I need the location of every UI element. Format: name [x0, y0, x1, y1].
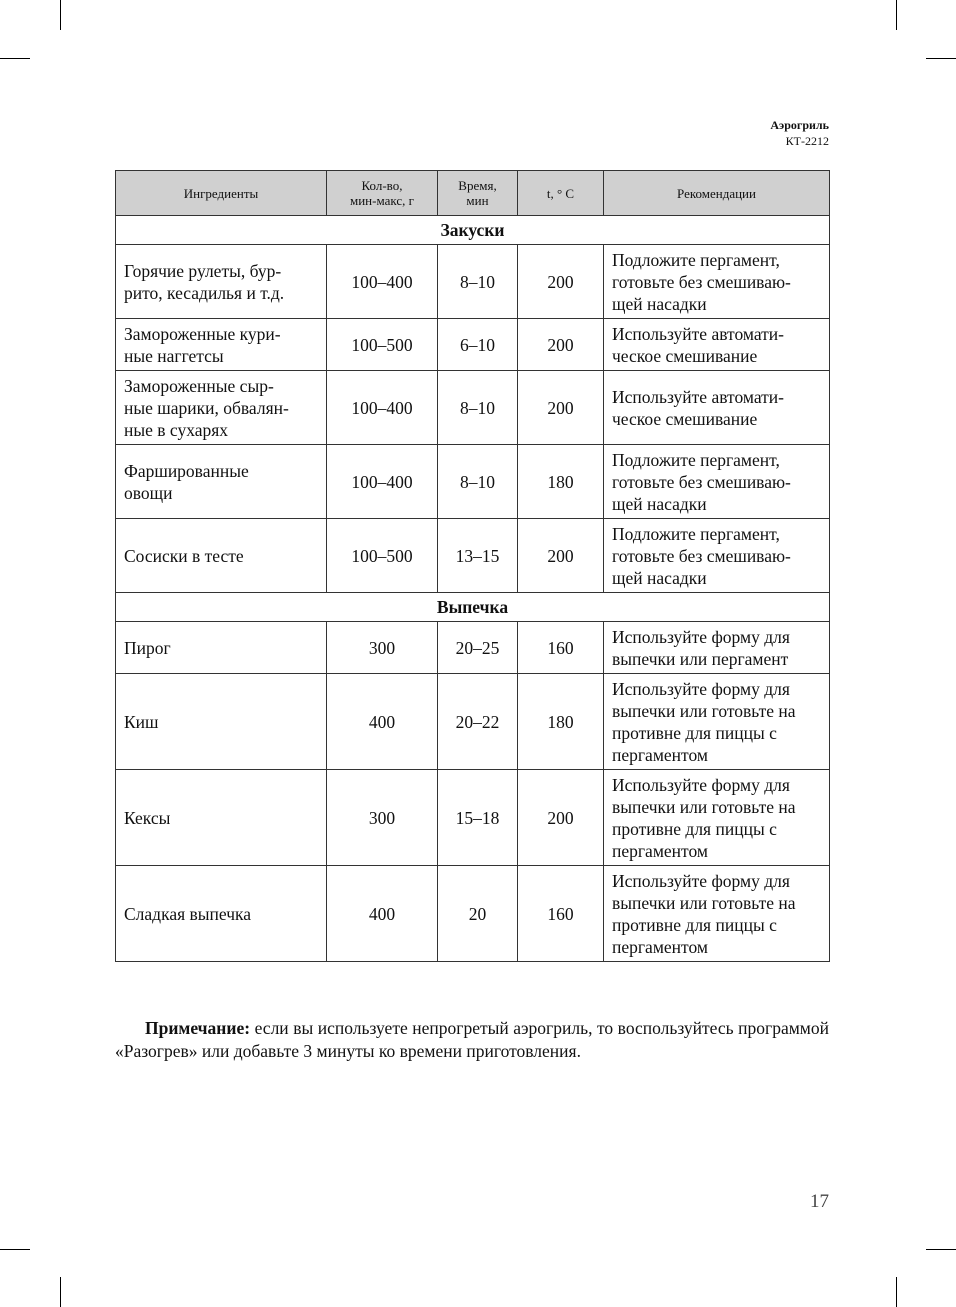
recommendation-cell: Подложите пергамент, готовьте без смешиваю- щей насадки [604, 519, 830, 593]
temperature-cell: 180 [518, 445, 604, 519]
temperature-cell: 200 [518, 770, 604, 866]
crop-mark [926, 1249, 956, 1250]
crop-mark [60, 1277, 61, 1307]
quantity-cell: 300 [327, 622, 438, 674]
header-model: КТ-2212 [785, 134, 829, 148]
recommendation-cell: Подложите пергамент, готовьте без смешиваю- щей насадки [604, 245, 830, 319]
section-title: Выпечка [116, 593, 830, 622]
table-row [116, 622, 830, 674]
time-cell: 8–10 [438, 371, 518, 445]
time-cell: 6–10 [438, 319, 518, 371]
temperature-cell: 160 [518, 866, 604, 962]
ingredient-cell: Фаршированные овощи [116, 445, 327, 519]
note-label: Примечание: [145, 1018, 251, 1038]
column-header: Ингредиенты [116, 171, 327, 216]
section-row [116, 593, 830, 622]
column-header: t, ° C [518, 171, 604, 216]
table-row [116, 866, 830, 962]
ingredient-cell: Замороженные кури- ные наггетсы [116, 319, 327, 371]
temperature-cell: 180 [518, 674, 604, 770]
temperature-cell: 160 [518, 622, 604, 674]
time-cell: 8–10 [438, 245, 518, 319]
time-cell: 20–22 [438, 674, 518, 770]
header-brand: Аэрогриль [770, 118, 829, 132]
page-number: 17 [810, 1191, 829, 1212]
cooking-table [115, 170, 830, 962]
table-row [116, 245, 830, 319]
recommendation-cell: Используйте форму для выпечки или пергамент [604, 622, 830, 674]
quantity-cell: 400 [327, 866, 438, 962]
column-header: Рекомендации [604, 171, 830, 216]
note-text: если вы используете непрогретый аэрогриль, то воспользуйтесь программой «Разогрев» или добавьте 3 минуты ко времени приготовления. [115, 1018, 829, 1061]
note-paragraph [115, 1017, 829, 1063]
temperature-cell: 200 [518, 519, 604, 593]
section-title: Закуски [116, 216, 830, 245]
time-cell: 8–10 [438, 445, 518, 519]
ingredient-cell: Замороженные сыр- ные шарики, обвалян- ные в сухарях [116, 371, 327, 445]
temperature-cell: 200 [518, 371, 604, 445]
quantity-cell: 300 [327, 770, 438, 866]
crop-mark [60, 0, 61, 30]
ingredient-cell: Киш [116, 674, 327, 770]
running-header [770, 117, 829, 149]
crop-mark [0, 58, 30, 59]
quantity-cell: 100–500 [327, 319, 438, 371]
recommendation-cell: Используйте автомати- ческое смешивание [604, 371, 830, 445]
time-cell: 20 [438, 866, 518, 962]
table-row [116, 770, 830, 866]
recommendation-cell: Используйте форму для выпечки или готовьте на противне для пиццы с пергаментом [604, 770, 830, 866]
section-row [116, 216, 830, 245]
ingredient-cell: Сосиски в тесте [116, 519, 327, 593]
crop-mark [896, 1277, 897, 1307]
recommendation-cell: Используйте автомати- ческое смешивание [604, 319, 830, 371]
table-row [116, 445, 830, 519]
column-header: Время, мин [438, 171, 518, 216]
crop-mark [896, 0, 897, 30]
table-header-row [116, 171, 830, 216]
ingredient-cell: Кексы [116, 770, 327, 866]
time-cell: 20–25 [438, 622, 518, 674]
quantity-cell: 400 [327, 674, 438, 770]
time-cell: 15–18 [438, 770, 518, 866]
column-header: Кол-во, мин-макс, г [327, 171, 438, 216]
table-row [116, 519, 830, 593]
quantity-cell: 100–400 [327, 371, 438, 445]
ingredient-cell: Пирог [116, 622, 327, 674]
table-row [116, 674, 830, 770]
recommendation-cell: Используйте форму для выпечки или готовьте на противне для пиццы с пергаментом [604, 866, 830, 962]
table-row [116, 319, 830, 371]
ingredient-cell: Сладкая выпечка [116, 866, 327, 962]
recommendation-cell: Используйте форму для выпечки или готовьте на противне для пиццы с пергаментом [604, 674, 830, 770]
quantity-cell: 100–400 [327, 245, 438, 319]
quantity-cell: 100–400 [327, 445, 438, 519]
ingredient-cell: Горячие рулеты, бур- рито, кесадилья и т.д. [116, 245, 327, 319]
quantity-cell: 100–500 [327, 519, 438, 593]
crop-mark [926, 58, 956, 59]
table-row [116, 371, 830, 445]
temperature-cell: 200 [518, 245, 604, 319]
crop-mark [0, 1249, 30, 1250]
temperature-cell: 200 [518, 319, 604, 371]
recommendation-cell: Подложите пергамент, готовьте без смешиваю- щей насадки [604, 445, 830, 519]
time-cell: 13–15 [438, 519, 518, 593]
